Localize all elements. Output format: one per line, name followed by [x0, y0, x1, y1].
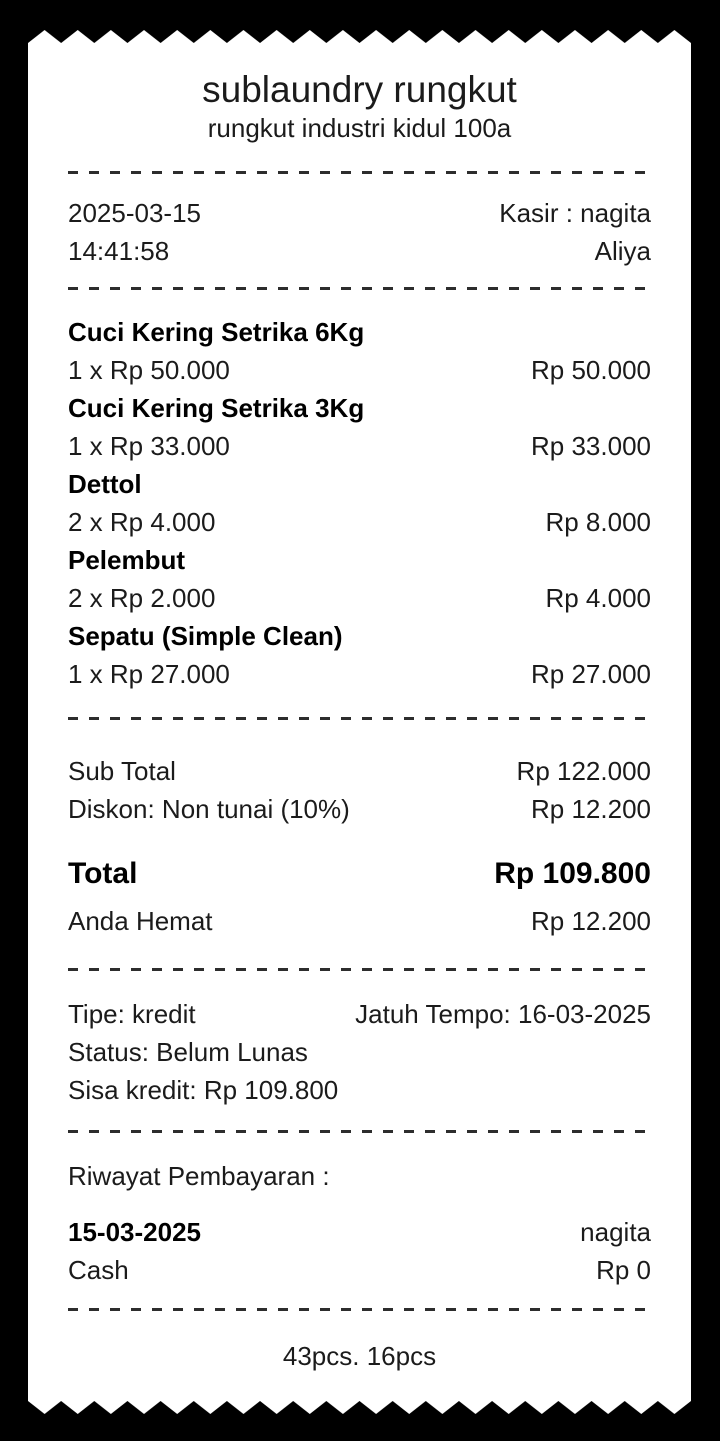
receipt [28, 30, 691, 1414]
item-amount: Rp 33.000 [531, 431, 651, 461]
divider [68, 1308, 651, 1311]
receipt-torn-edge-bottom [28, 1401, 691, 1414]
divider [68, 1130, 651, 1133]
cashier-line2: Aliya [594, 236, 651, 266]
divider [68, 287, 651, 290]
payment-amount: Rp 0 [596, 1255, 651, 1285]
subtotal-label: Sub Total [68, 756, 176, 786]
item-name: Cuci Kering Setrika 6Kg [68, 317, 365, 347]
pieces-summary: 43pcs. 16pcs [282, 1341, 437, 1371]
payment-history-title: Riwayat Pembayaran : [68, 1161, 330, 1191]
receipt-torn-edge-top [28, 30, 691, 43]
credit-status: Status: Belum Lunas [68, 1037, 308, 1067]
list-item [68, 313, 651, 389]
divider [68, 171, 651, 174]
list-item [68, 541, 651, 617]
credit-remaining: Sisa kredit: Rp 109.800 [68, 1075, 339, 1105]
transaction-date: 2025-03-15 [68, 198, 201, 228]
total-label: Total [68, 857, 138, 890]
receipt-paper [28, 43, 691, 1401]
credit-type: Tipe: kredit [68, 999, 196, 1029]
item-name: Pelembut [68, 545, 186, 575]
item-name: Sepatu (Simple Clean) [68, 621, 343, 651]
list-item [68, 465, 651, 541]
item-amount: Rp 27.000 [531, 659, 651, 689]
item-name: Dettol [68, 469, 142, 499]
savings-label: Anda Hemat [68, 906, 213, 936]
payment-method: Cash [68, 1255, 129, 1285]
discount-value: Rp 12.200 [531, 794, 651, 824]
list-item [68, 617, 651, 693]
item-qty-price: 2 x Rp 2.000 [68, 583, 216, 613]
item-amount: Rp 50.000 [531, 355, 651, 385]
subtotal-value: Rp 122.000 [516, 756, 651, 786]
payment-history-entry [68, 1213, 651, 1289]
discount-label: Diskon: Non tunai (10%) [68, 794, 350, 824]
store-address: rungkut industri kidul 100a [207, 113, 512, 143]
transaction-info [68, 194, 651, 270]
transaction-time: 14:41:58 [68, 236, 170, 266]
list-item [68, 389, 651, 465]
divider [68, 968, 651, 971]
item-qty-price: 1 x Rp 27.000 [68, 659, 230, 689]
items-list [68, 313, 651, 693]
item-qty-price: 1 x Rp 50.000 [68, 355, 230, 385]
divider [68, 717, 651, 720]
item-amount: Rp 4.000 [545, 583, 651, 613]
payment-by: nagita [580, 1217, 651, 1247]
cashier-line1: Kasir : nagita [499, 198, 651, 228]
savings-value: Rp 12.200 [531, 906, 651, 936]
totals-section [68, 752, 651, 940]
item-name: Cuci Kering Setrika 3Kg [68, 393, 365, 423]
total-value: Rp 109.800 [494, 857, 651, 890]
credit-due-date: Jatuh Tempo: 16-03-2025 [355, 999, 651, 1029]
payment-date: 15-03-2025 [68, 1217, 201, 1247]
item-qty-price: 2 x Rp 4.000 [68, 507, 216, 537]
item-qty-price: 1 x Rp 33.000 [68, 431, 230, 461]
store-name: sublaundry rungkut [202, 69, 517, 110]
item-amount: Rp 8.000 [545, 507, 651, 537]
credit-section [68, 995, 651, 1109]
